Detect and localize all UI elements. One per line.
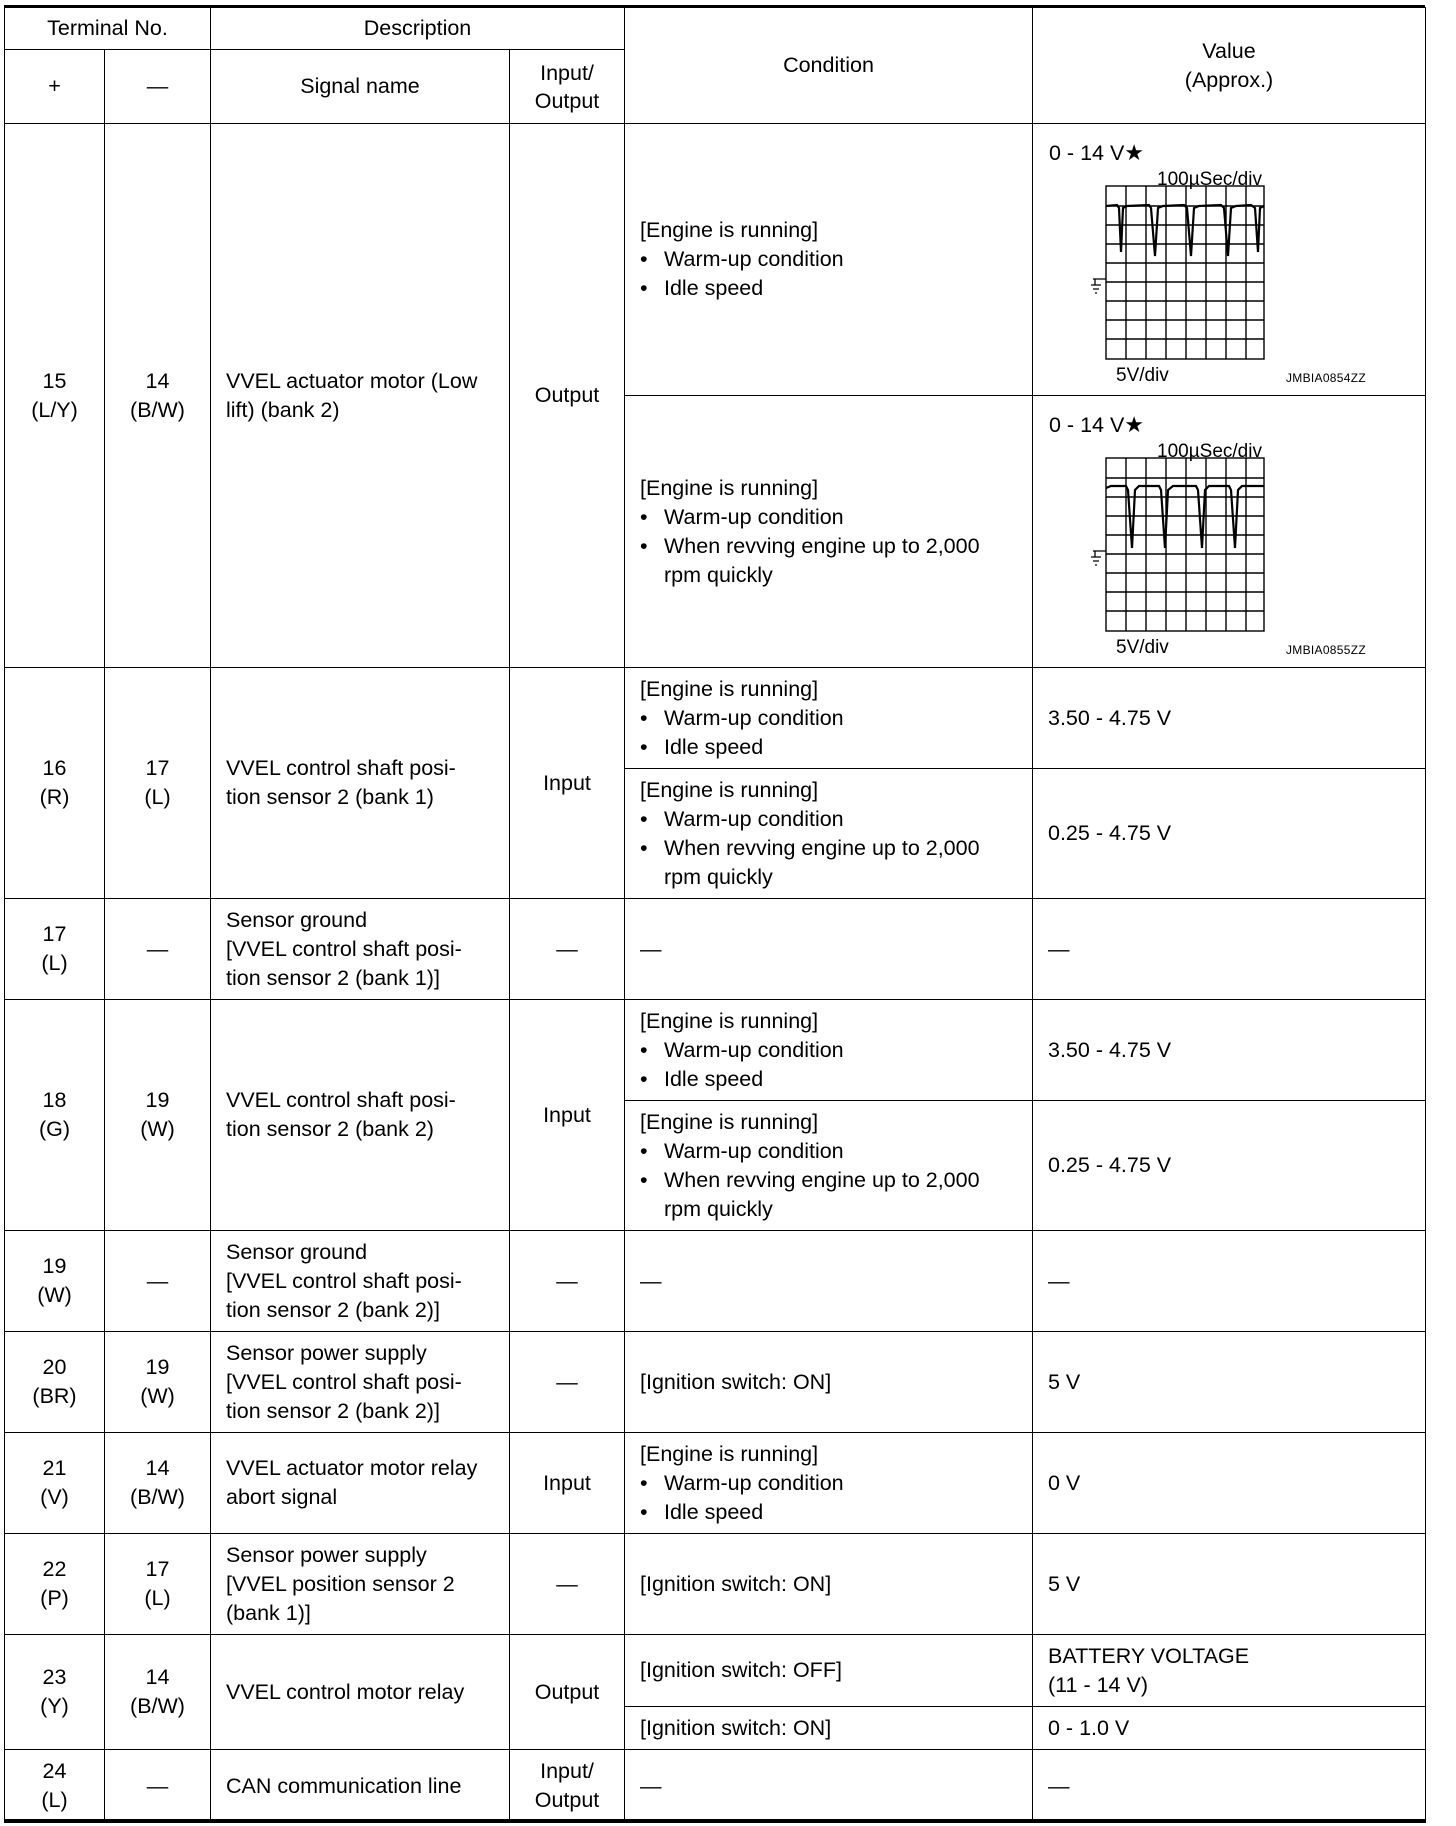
terminal-minus-15: 14 (B/W) <box>105 124 211 668</box>
terminal-plus-18: 18 (G) <box>5 1000 105 1231</box>
table-row-24 <box>5 1750 1426 1823</box>
header-signal-name: Signal name <box>211 50 510 124</box>
header-description: Description <box>211 8 625 50</box>
value-23-on: 0 - 1.0 V <box>1033 1707 1426 1750</box>
header-plus: + <box>5 50 105 124</box>
waveform-trace <box>1106 486 1264 548</box>
waveform-value-2: 0 - 14 V★ <box>1049 412 1145 437</box>
signal-name-15: VVEL actuator motor (Low lift) (bank 2) <box>211 124 510 668</box>
signal-name-18: VVEL control shaft posi- tion sensor 2 (bank 2) <box>211 1000 510 1231</box>
waveform-image-id-2: JMBIA0855ZZ <box>1286 643 1366 657</box>
table-row-15a <box>5 124 1426 396</box>
terminal-minus-23: 14 (B/W) <box>105 1635 211 1750</box>
terminal-plus-17: 17 (L) <box>5 899 105 1000</box>
waveform-value-1: 0 - 14 V★ <box>1049 140 1145 165</box>
condition-18-revving: [Engine is running] • Warm-up condition • When revving engine up to 2,000 rpm quickly <box>625 1101 1033 1231</box>
value-22: 5 V <box>1033 1534 1426 1635</box>
terminal-minus-18: 19 (W) <box>105 1000 211 1231</box>
terminal-minus-17: — <box>105 899 211 1000</box>
value-16-revving: 0.25 - 4.75 V <box>1033 769 1426 899</box>
condition-19: — <box>625 1231 1033 1332</box>
terminal-plus-15: 15 (L/Y) <box>5 124 105 668</box>
signal-name-17: Sensor ground [VVEL control shaft posi- tion sensor 2 (bank 1)] <box>211 899 510 1000</box>
terminal-plus-22: 22 (P) <box>5 1534 105 1635</box>
value-16-idle: 3.50 - 4.75 V <box>1033 668 1426 769</box>
condition-17: — <box>625 899 1033 1000</box>
table-row-23a <box>5 1635 1426 1707</box>
value-19: — <box>1033 1231 1426 1332</box>
terminal-plus-19: 19 (W) <box>5 1231 105 1332</box>
table-row-17 <box>5 899 1426 1000</box>
value-17: — <box>1033 899 1426 1000</box>
value-21: 0 V <box>1033 1433 1426 1534</box>
waveform-cell-1 <box>1033 124 1426 396</box>
header-terminal-no: Terminal No. <box>5 8 211 50</box>
io-23: Output <box>510 1635 625 1750</box>
condition-23-off: [Ignition switch: OFF] <box>625 1635 1033 1707</box>
waveform-time-div-2: 100µSec/div <box>1157 441 1262 462</box>
table-row-20 <box>5 1332 1426 1433</box>
io-21: Input <box>510 1433 625 1534</box>
condition-18-idle: [Engine is running] • Warm-up condition • Idle speed <box>625 1000 1033 1101</box>
terminal-minus-20: 19 (W) <box>105 1332 211 1433</box>
terminal-minus-21: 14 (B/W) <box>105 1433 211 1534</box>
terminal-table <box>4 7 1426 1823</box>
io-18: Input <box>510 1000 625 1231</box>
terminal-minus-19: — <box>105 1231 211 1332</box>
terminal-plus-24: 24 (L) <box>5 1750 105 1823</box>
condition-16-revving: [Engine is running] • Warm-up condition • When revving engine up to 2,000 rpm quickly <box>625 769 1033 899</box>
oscilloscope-waveform-1 <box>1091 184 1281 364</box>
condition-22: [Ignition switch: ON] <box>625 1534 1033 1635</box>
header-minus: — <box>105 50 211 124</box>
table-row-16a <box>5 668 1426 769</box>
condition-15-revving: [Engine is running] • Warm-up condition • When revving engine up to 2,000 rpm quickly <box>625 396 1033 668</box>
io-15: Output <box>510 124 625 668</box>
condition-15-idle: [Engine is running] • Warm-up condition • Idle speed <box>625 124 1033 396</box>
table-row-19 <box>5 1231 1426 1332</box>
condition-23-on: [Ignition switch: ON] <box>625 1707 1033 1750</box>
header-condition: Condition <box>625 8 1033 124</box>
io-17: — <box>510 899 625 1000</box>
terminal-plus-21: 21 (V) <box>5 1433 105 1534</box>
value-18-revving: 0.25 - 4.75 V <box>1033 1101 1426 1231</box>
io-24: Input/ Output <box>510 1750 625 1823</box>
signal-name-22: Sensor power supply [VVEL position sensor 2 (bank 1)] <box>211 1534 510 1635</box>
io-20: — <box>510 1332 625 1433</box>
signal-name-20: Sensor power supply [VVEL control shaft posi- tion sensor 2 (bank 2)] <box>211 1332 510 1433</box>
terminal-minus-24: — <box>105 1750 211 1823</box>
oscilloscope-waveform-2 <box>1091 456 1281 636</box>
grid <box>1106 186 1264 359</box>
signal-name-16: VVEL control shaft posi- tion sensor 2 (bank 1) <box>211 668 510 899</box>
table-row-21 <box>5 1433 1426 1534</box>
condition-20: [Ignition switch: ON] <box>625 1332 1033 1433</box>
table-bottom-rule <box>4 1819 1425 1822</box>
terminal-minus-22: 17 (L) <box>105 1534 211 1635</box>
condition-16-idle: [Engine is running] • Warm-up condition • Idle speed <box>625 668 1033 769</box>
condition-24: — <box>625 1750 1033 1823</box>
table-row-18a <box>5 1000 1426 1101</box>
terminal-plus-20: 20 (BR) <box>5 1332 105 1433</box>
value-20: 5 V <box>1033 1332 1426 1433</box>
value-24: — <box>1033 1750 1426 1823</box>
grid <box>1106 458 1264 631</box>
value-23-off: BATTERY VOLTAGE (11 - 14 V) <box>1033 1635 1426 1707</box>
io-22: — <box>510 1534 625 1635</box>
waveform-image-id-1: JMBIA0854ZZ <box>1286 371 1366 385</box>
signal-name-24: CAN communication line <box>211 1750 510 1823</box>
header-row-1 <box>5 8 1426 50</box>
ground-symbol <box>1091 551 1106 565</box>
waveform-cell-2 <box>1033 396 1426 668</box>
value-18-idle: 3.50 - 4.75 V <box>1033 1000 1426 1101</box>
io-16: Input <box>510 668 625 899</box>
signal-name-23: VVEL control motor relay <box>211 1635 510 1750</box>
waveform-time-div-1: 100µSec/div <box>1157 169 1262 190</box>
waveform-trace <box>1106 205 1264 256</box>
signal-name-19: Sensor ground [VVEL control shaft posi- tion sensor 2 (bank 2)] <box>211 1231 510 1332</box>
waveform-volt-div-2: 5V/div <box>1116 637 1169 658</box>
terminal-plus-16: 16 (R) <box>5 668 105 899</box>
io-19: — <box>510 1231 625 1332</box>
terminal-plus-23: 23 (Y) <box>5 1635 105 1750</box>
waveform-volt-div-1: 5V/div <box>1116 365 1169 386</box>
ground-symbol <box>1091 279 1106 293</box>
header-input-output: Input/ Output <box>510 50 625 124</box>
signal-name-21: VVEL actuator motor relay abort signal <box>211 1433 510 1534</box>
terminal-minus-16: 17 (L) <box>105 668 211 899</box>
table-row-22 <box>5 1534 1426 1635</box>
condition-21: [Engine is running] • Warm-up condition • Idle speed <box>625 1433 1033 1534</box>
header-value: Value (Approx.) <box>1033 8 1426 124</box>
